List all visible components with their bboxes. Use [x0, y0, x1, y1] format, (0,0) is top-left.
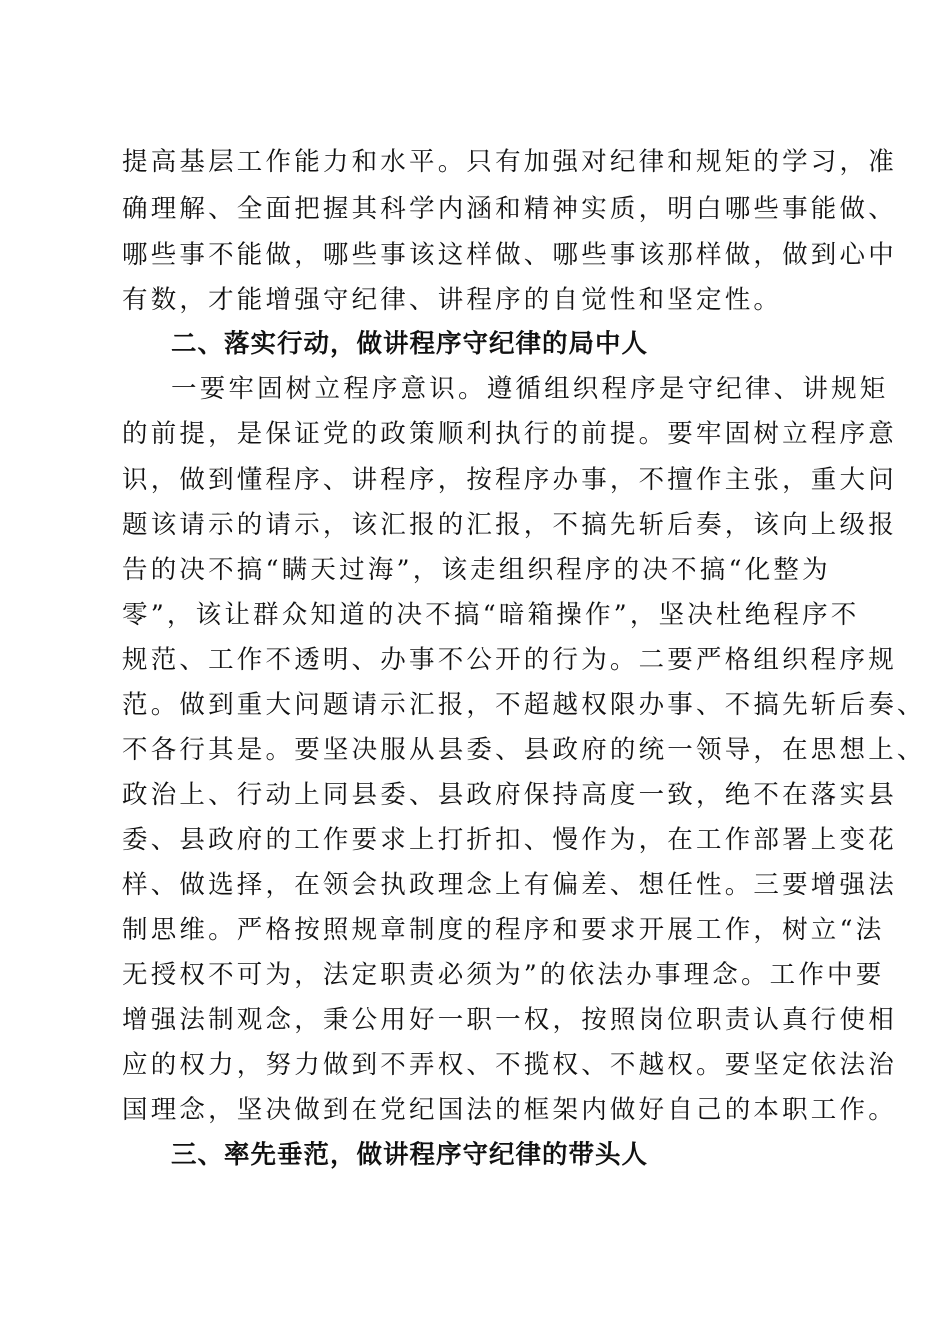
- text-line: 告的决不搞“瞒天过海”，该走组织程序的决不搞“化整为: [122, 555, 831, 585]
- text-line: 题该请示的请示，该汇报的汇报，不搞先斩后奏，该向上级报: [122, 510, 897, 540]
- text-line: 委、县政府的工作要求上打折扣、慢作为，在工作部署上变花: [122, 825, 897, 855]
- text-line: 有数，才能增强守纪律、讲程序的自觉性和坚定性。: [122, 285, 783, 315]
- text-line: 不各行其是。要坚决服从县委、县政府的统一领导，在思想上、: [122, 735, 926, 765]
- text-line: 范。做到重大问题请示汇报，不超越权限办事、不搞先斩后奏、: [122, 690, 926, 720]
- text-line: 规范、工作不透明、办事不公开的行为。二要严格组织程序规: [122, 645, 897, 675]
- text-line: 零”，该让群众知道的决不搞“暗箱操作”，坚决杜绝程序不: [122, 600, 860, 630]
- text-line: 增强法制观念，秉公用好一职一权，按照岗位职责认真行使相: [122, 1005, 897, 1035]
- text-line: 样、做选择，在领会执政理念上有偏差、想任性。三要增强法: [122, 870, 897, 900]
- text-line: 哪些事不能做，哪些事该这样做、哪些事该那样做，做到心中: [122, 240, 897, 270]
- text-line: 国理念，坚决做到在党纪国法的框架内做好自己的本职工作。: [122, 1095, 897, 1125]
- section-heading-3: 三、率先垂范，做讲程序守纪律的带头人: [171, 1140, 649, 1170]
- text-line: 提高基层工作能力和水平。只有加强对纪律和规矩的学习，准: [122, 147, 897, 177]
- text-line: 无授权不可为，法定职责必须为”的依法办事理念。工作中要: [122, 960, 885, 990]
- paragraph-first-line: 一要牢固树立程序意识。遵循组织程序是守纪律、讲规矩: [171, 374, 889, 404]
- text-line: 确理解、全面把握其科学内涵和精神实质，明白哪些事能做、: [122, 194, 897, 224]
- section-heading-2: 二、落实行动，做讲程序守纪律的局中人: [171, 329, 649, 359]
- text-line: 制思维。严格按照规章制度的程序和要求开展工作，树立“法: [122, 915, 885, 945]
- text-line: 的前提，是保证党的政策顺利执行的前提。要牢固树立程序意: [122, 419, 897, 449]
- text-line: 应的权力，努力做到不弄权、不揽权、不越权。要坚定依法治: [122, 1050, 897, 1080]
- text-line: 政治上、行动上同县委、县政府保持高度一致，绝不在落实县: [122, 780, 897, 810]
- text-line: 识，做到懂程序、讲程序，按程序办事，不擅作主张，重大问: [122, 465, 897, 495]
